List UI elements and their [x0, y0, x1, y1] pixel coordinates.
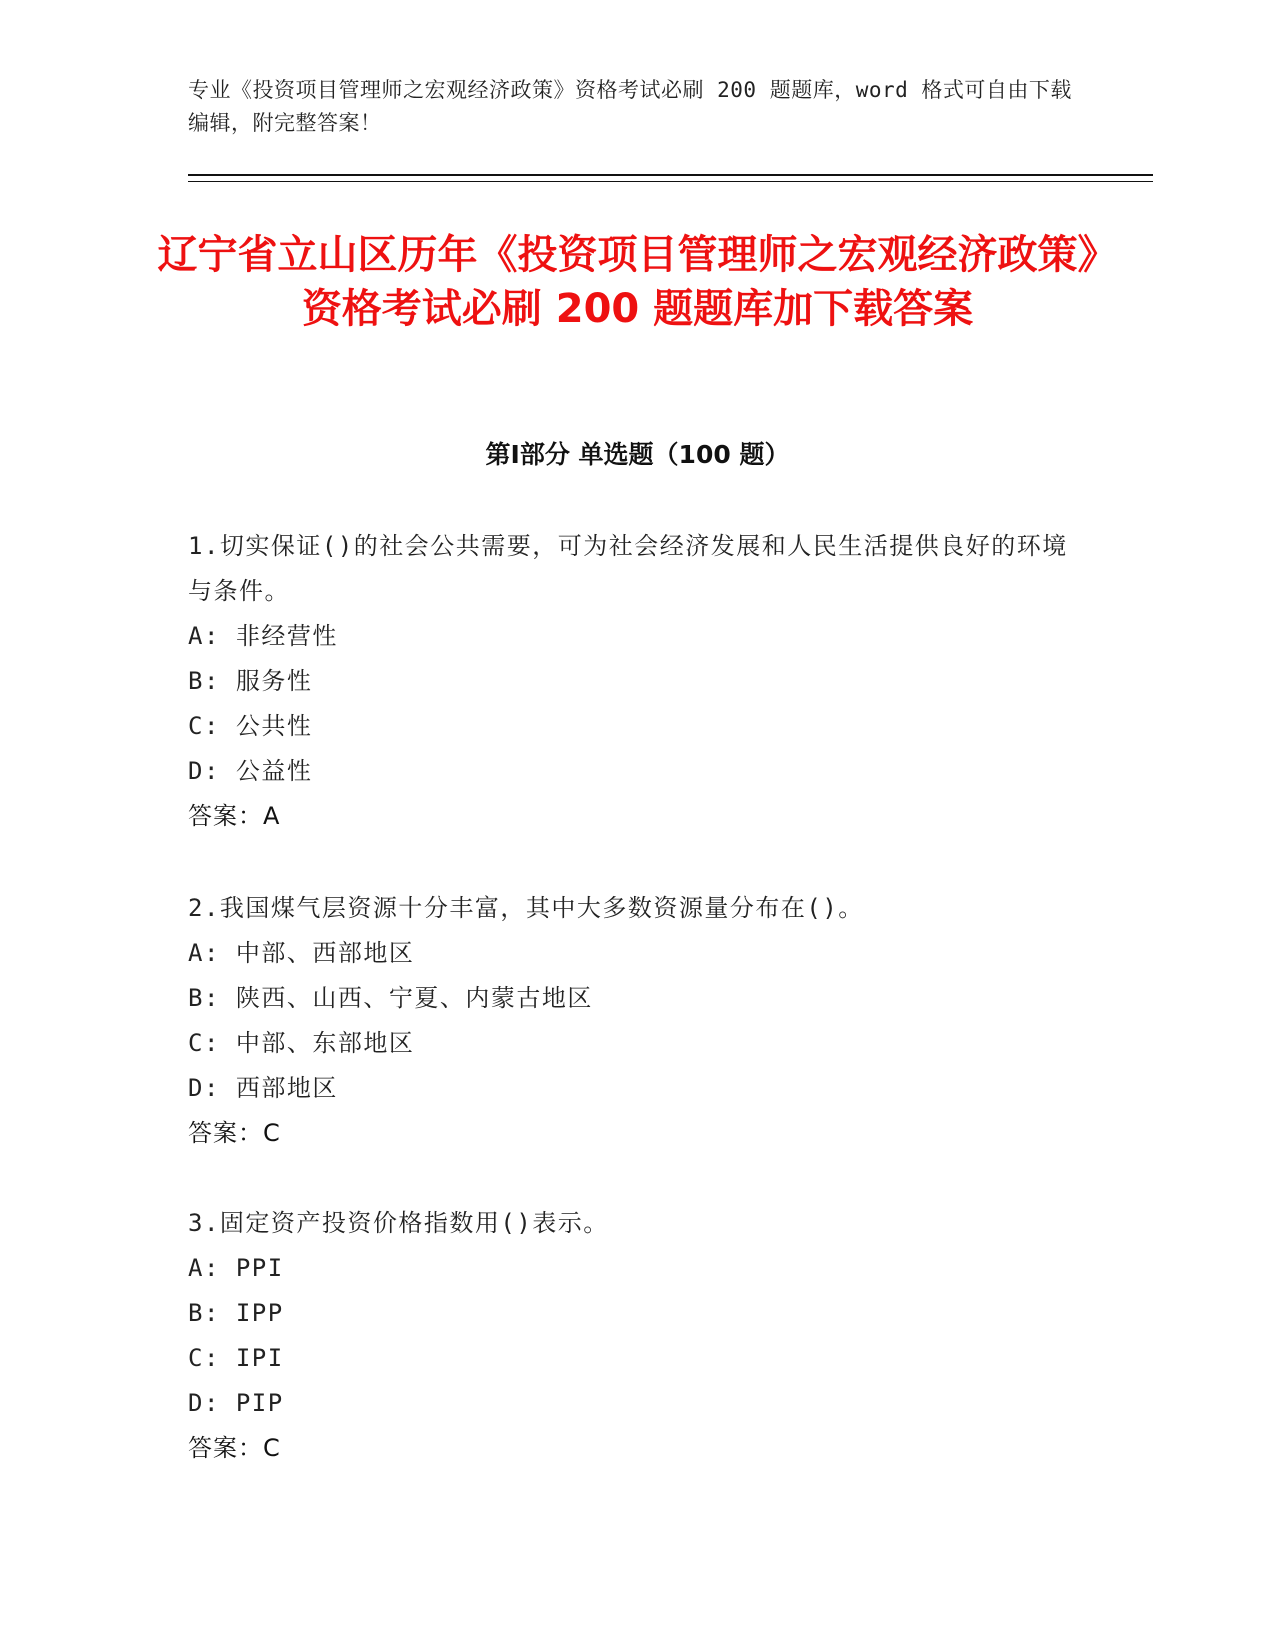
question-stem: 2.我国煤气层资源十分丰富，其中大多数资源量分布在()。	[188, 894, 864, 922]
header-note: 专业《投资项目管理师之宏观经济政策》资格考试必刷 200 题题库，word 格式可自由下载编辑，附完整答案！	[188, 78, 1072, 135]
header-divider-thick	[188, 174, 1153, 176]
option-b: B: IPP	[188, 1299, 284, 1327]
option-c: C: IPI	[188, 1344, 284, 1372]
document-title: 辽宁省立山区历年《投资项目管理师之宏观经济政策》资格考试必刷 200 题题库加下载答案	[157, 232, 1118, 332]
section-heading: 第Ⅰ部分 单选题（100 题）	[485, 440, 790, 469]
option-d: D: 西部地区	[188, 1074, 338, 1102]
option-d: D: 公益性	[188, 757, 313, 785]
question-stem: 1.切实保证()的社会公共需要，可为社会经济发展和人民生活提供良好的环境与条件。	[188, 532, 1068, 605]
option-a: A: PPI	[188, 1254, 284, 1282]
header-divider-thin	[188, 181, 1153, 182]
option-a: A: 非经营性	[188, 622, 338, 650]
question-block	[188, 524, 1088, 839]
option-b: B: 陕西、山西、宁夏、内蒙古地区	[188, 984, 593, 1012]
question-answer: 答案：A	[188, 802, 281, 830]
question-stem: 3.固定资产投资价格指数用()表示。	[188, 1209, 609, 1237]
question-block	[188, 1201, 1088, 1471]
question-answer: 答案：C	[188, 1434, 281, 1462]
question-answer: 答案：C	[188, 1119, 281, 1147]
option-d: D: PIP	[188, 1389, 284, 1417]
option-a: A: 中部、西部地区	[188, 939, 415, 967]
option-c: C: 公共性	[188, 712, 313, 740]
option-c: C: 中部、东部地区	[188, 1029, 415, 1057]
question-block	[188, 886, 1088, 1156]
option-b: B: 服务性	[188, 667, 313, 695]
